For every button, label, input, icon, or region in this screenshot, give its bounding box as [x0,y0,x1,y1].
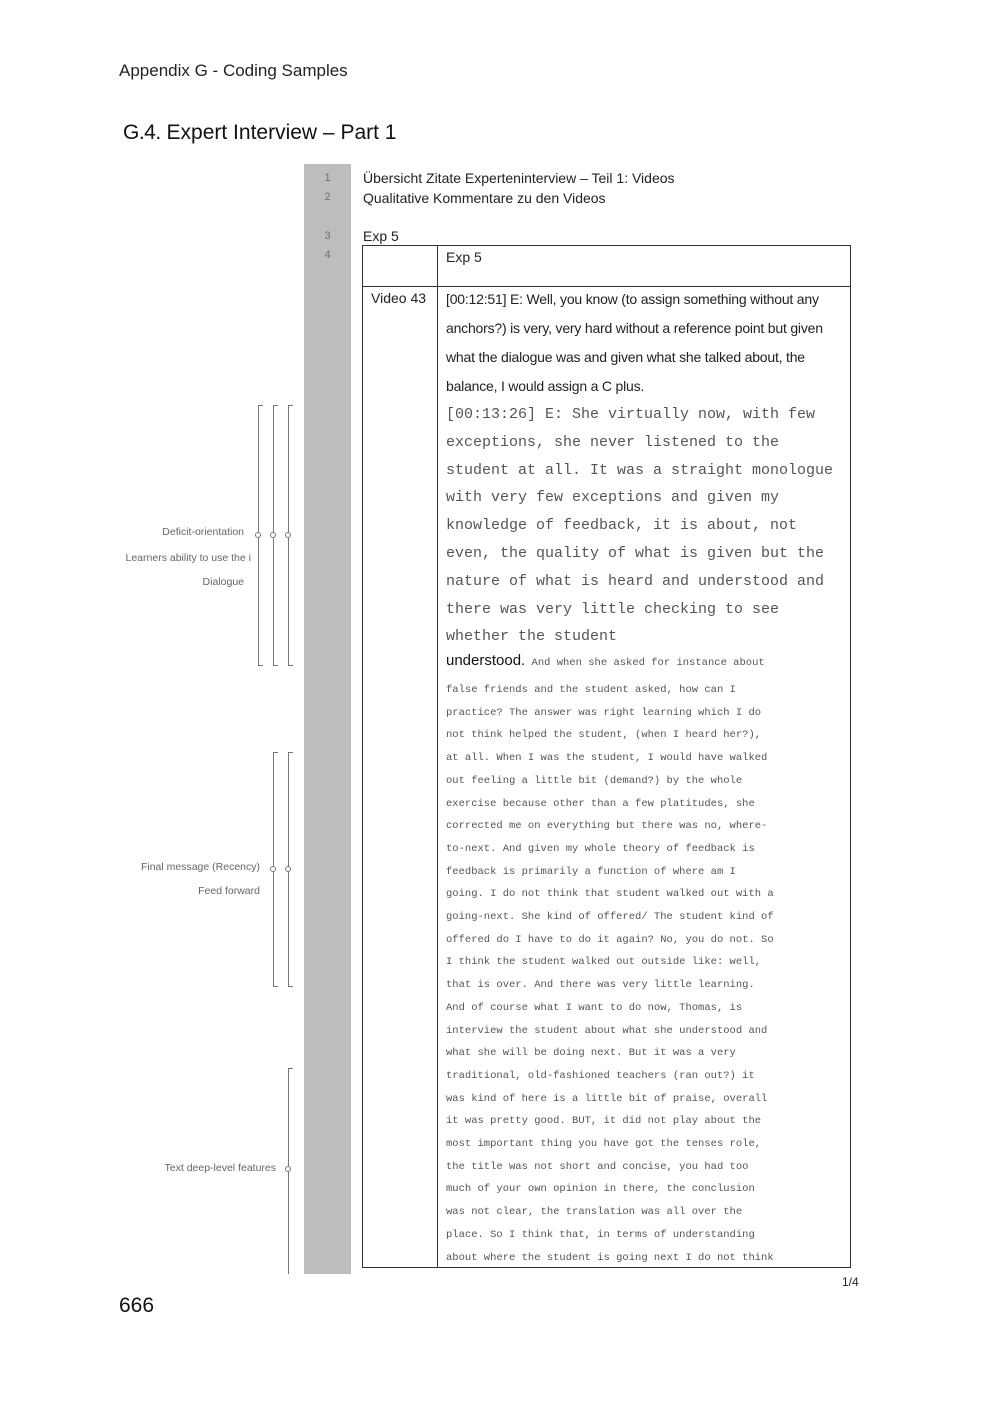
transcript-fragment: And when she asked for instance about [525,657,765,669]
bracket-knot [285,532,291,538]
transcript-line: to-next. And given my whole theory of feedback is [446,842,755,855]
transcript-line: was not clear, the translation was all over the [446,1206,743,1219]
transcript-line: exercise because other than a few platitudes, she [446,797,755,810]
bracket-knot [285,1166,291,1172]
document-subheading: Qualitative Kommentare zu den Videos [363,190,606,206]
code-label: Learners ability to use the i [125,552,251,564]
transcript-line: traditional, old-fashioned teachers (ran out?) it [446,1069,755,1082]
code-label: Text deep-level features [164,1162,276,1174]
line-number: 2 [324,191,331,203]
line-number: 3 [324,230,331,242]
bracket-knot [270,532,276,538]
transcript-line: it was pretty good. BUT, it did not play about the [446,1115,762,1128]
line-number: 4 [324,249,331,261]
transcript-line: offered do I have to do it again? No, you do not. So [446,933,774,946]
transcript-line: was kind of here is a little bit of praise, overall [446,1092,768,1105]
transcript-line: much of your own opinion in there, the conclusion [446,1183,755,1196]
transcript-line: false friends and the student asked, how can I [446,684,736,696]
transcript-line: feedback is primarily a function of where am I [446,865,736,878]
transcript-line: the title was not short and concise, you had too [446,1160,749,1173]
code-label: Deficit-orientation [162,526,244,538]
transcript-line [446,652,851,670]
section-title [123,121,396,145]
transcript-paragraph-continued [446,679,851,1269]
page-number: 666 [119,1294,155,1317]
running-header: Appendix G - Coding Samples [119,61,348,80]
bracket-knot [255,532,261,538]
transcript-line: about where the student is going next I do not think [446,1251,774,1264]
code-label: Dialogue [202,576,244,588]
transcript-line: going-next. She kind of offered/ The student kind of [446,911,774,924]
transcript-paragraph: [00:12:51] E: Well, you know (to assign something without any anchors?) is very, very hard without a reference point but given what the dialogue was and given what she talked about, the balance, I would assign a C plus. [446,291,823,394]
transcript-line: out feeling a little bit (demand?) by the whole [446,774,743,787]
section-title-text: Expert Interview – Part 1 [166,121,397,144]
line-number: 1 [324,172,331,184]
transcript-line: going. I do not think that student walked out with a [446,888,774,901]
bracket-knot [270,866,276,872]
document-heading: Übersicht Zitate Experteninterview – Teil 1: Videos [363,170,675,186]
transcript-paragraph: [00:13:26] E: She virtually now, with few exceptions, she never listened to the student at all. It was a straight monologue with very few exceptions and given my knowledge of feedback, it is about, not even, the quality of what is given but the nature of what is heard and understood and there was very little checking to see whether the student [446,406,834,646]
bracket-knot [285,866,291,872]
page-fraction: 1/4 [842,1275,859,1289]
transcript-line: what she will be doing next. But it was a very [446,1047,736,1060]
transcript-line: interview the student about what she understood and [446,1024,768,1037]
transcript-line: corrected me on everything but there was no, where- [446,820,768,833]
section-number: G.4. [123,121,161,144]
transcript-line: And of course what I want to do now, Thomas, is [446,1001,743,1014]
code-label: Final message (Recency) [140,861,260,873]
transcript-line: most important thing you have got the tenses role, [446,1138,762,1151]
table-column-header: Exp 5 [446,249,482,265]
transcript-line: practice? The answer was right learning which I do [446,706,762,719]
transcript-line: at all. When I was the student, I would have walked [446,752,768,765]
transcript-word: understood. [446,652,526,669]
code-label: Feed forward [198,885,260,897]
transcript-line: that is over. And there was very little learning. [446,979,755,992]
transcript-line: I think the student walked out outside like: well, [446,956,762,969]
expert-label: Exp 5 [363,228,399,244]
transcript-line: place. So I think that, in terms of understanding [446,1228,755,1241]
line-number-gutter [304,164,351,1274]
table-column-divider [437,245,438,1268]
table-row-label: Video 43 [371,290,427,306]
transcript-line: not think helped the student, (when I heard her?), [446,729,762,742]
